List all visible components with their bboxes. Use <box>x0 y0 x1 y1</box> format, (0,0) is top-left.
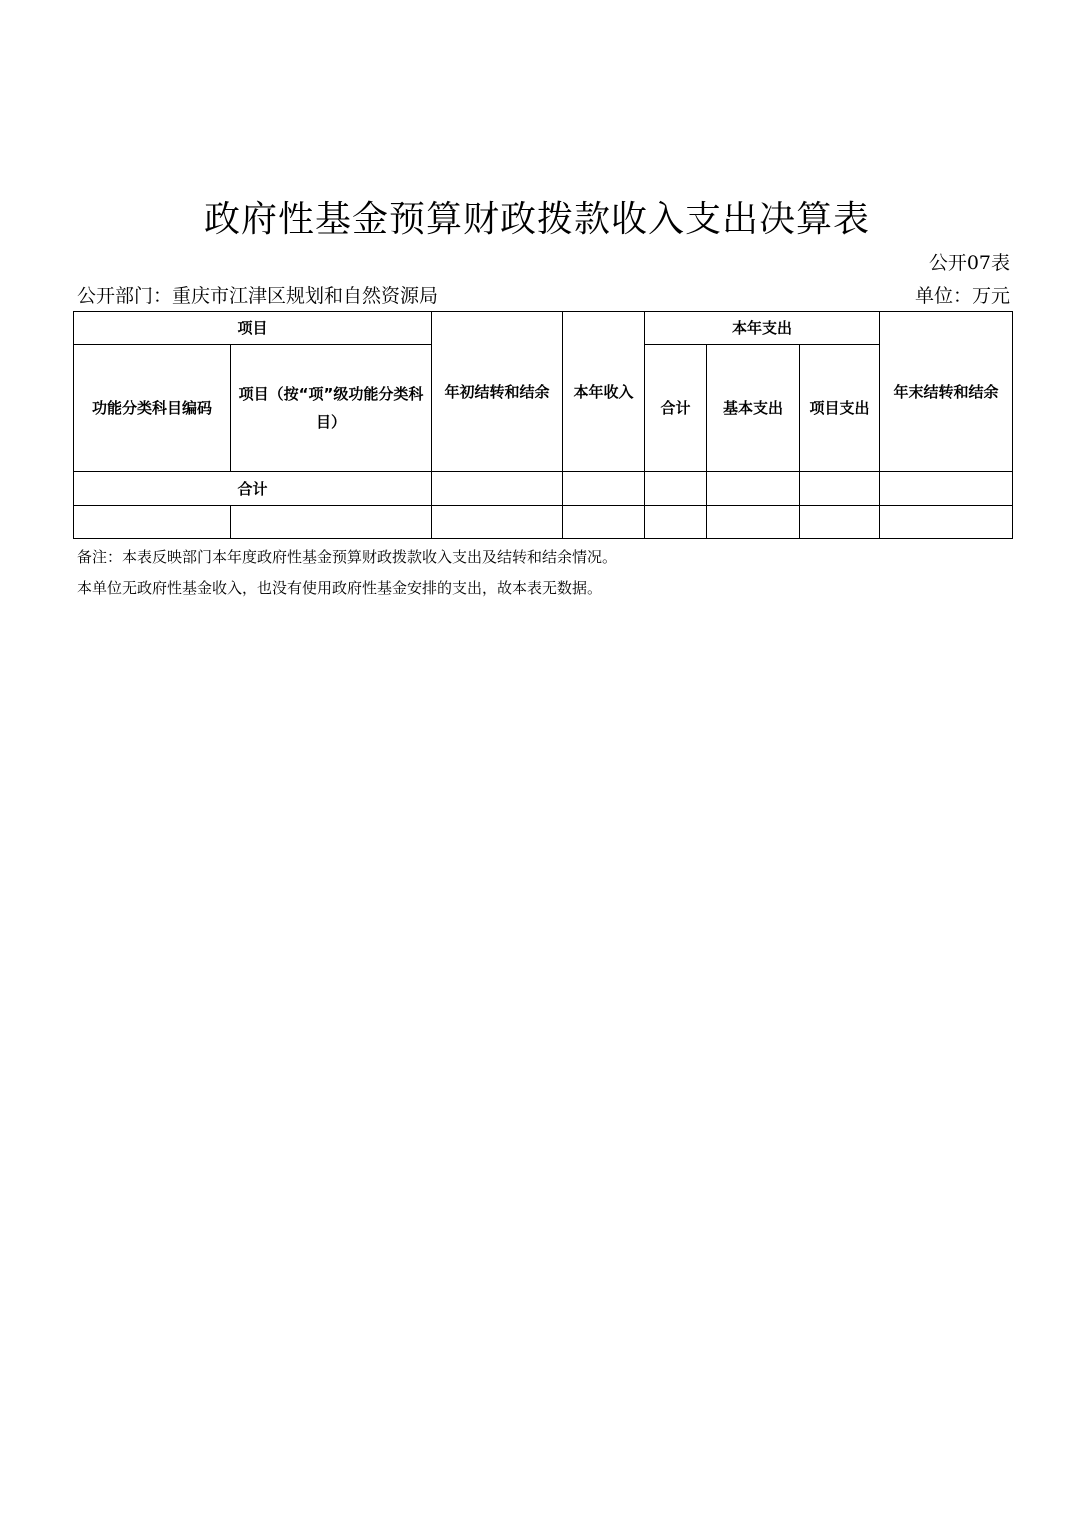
unit-label: 单位：万元 <box>914 285 1010 307</box>
total-project-expenditure-cell <box>800 472 880 506</box>
data-basic-expenditure-cell <box>707 506 800 539</box>
header-annual-income: 本年收入 <box>563 312 645 472</box>
table-row <box>74 506 1013 539</box>
header-row-1 <box>74 312 1013 345</box>
total-expenditure-total-cell <box>645 472 707 506</box>
data-code-cell <box>74 506 231 539</box>
data-opening-balance-cell <box>432 506 563 539</box>
header-closing-balance: 年末结转和结余 <box>880 312 1013 472</box>
total-opening-balance-cell <box>432 472 563 506</box>
page-title: 政府性基金预算财政拨款收入支出决算表 <box>203 199 870 240</box>
total-row-label: 合计 <box>74 472 432 506</box>
data-expenditure-total-cell <box>645 506 707 539</box>
data-project-expenditure-cell <box>800 506 880 539</box>
total-annual-income-cell <box>563 472 645 506</box>
header-basic-expenditure: 基本支出 <box>707 345 800 472</box>
header-code: 功能分类科目编码 <box>74 345 231 472</box>
note-remark: 备注：本表反映部门本年度政府性基金预算财政拨款收入支出及结转和结余情况。 <box>77 548 618 566</box>
form-number: 公开07表 <box>928 252 1010 274</box>
header-project-expenditure: 项目支出 <box>800 345 880 472</box>
note-no-data: 本单位无政府性基金收入，也没有使用政府性基金安排的支出，故本表无数据。 <box>77 579 603 597</box>
data-closing-balance-cell <box>880 506 1013 539</box>
department-label: 公开部门：重庆市江津区规划和自然资源局 <box>77 285 439 307</box>
budget-table <box>73 311 1013 539</box>
header-total: 合计 <box>645 345 707 472</box>
data-annual-income-cell <box>563 506 645 539</box>
data-project-name-cell <box>231 506 432 539</box>
header-opening-balance: 年初结转和结余 <box>432 312 563 472</box>
total-row <box>74 472 1013 506</box>
header-project-group: 项目 <box>74 312 432 345</box>
header-project-name: 项目（按“项”级功能分类科目） <box>231 345 432 472</box>
total-basic-expenditure-cell <box>707 472 800 506</box>
total-closing-balance-cell <box>880 472 1013 506</box>
header-annual-expenditure: 本年支出 <box>645 312 880 345</box>
